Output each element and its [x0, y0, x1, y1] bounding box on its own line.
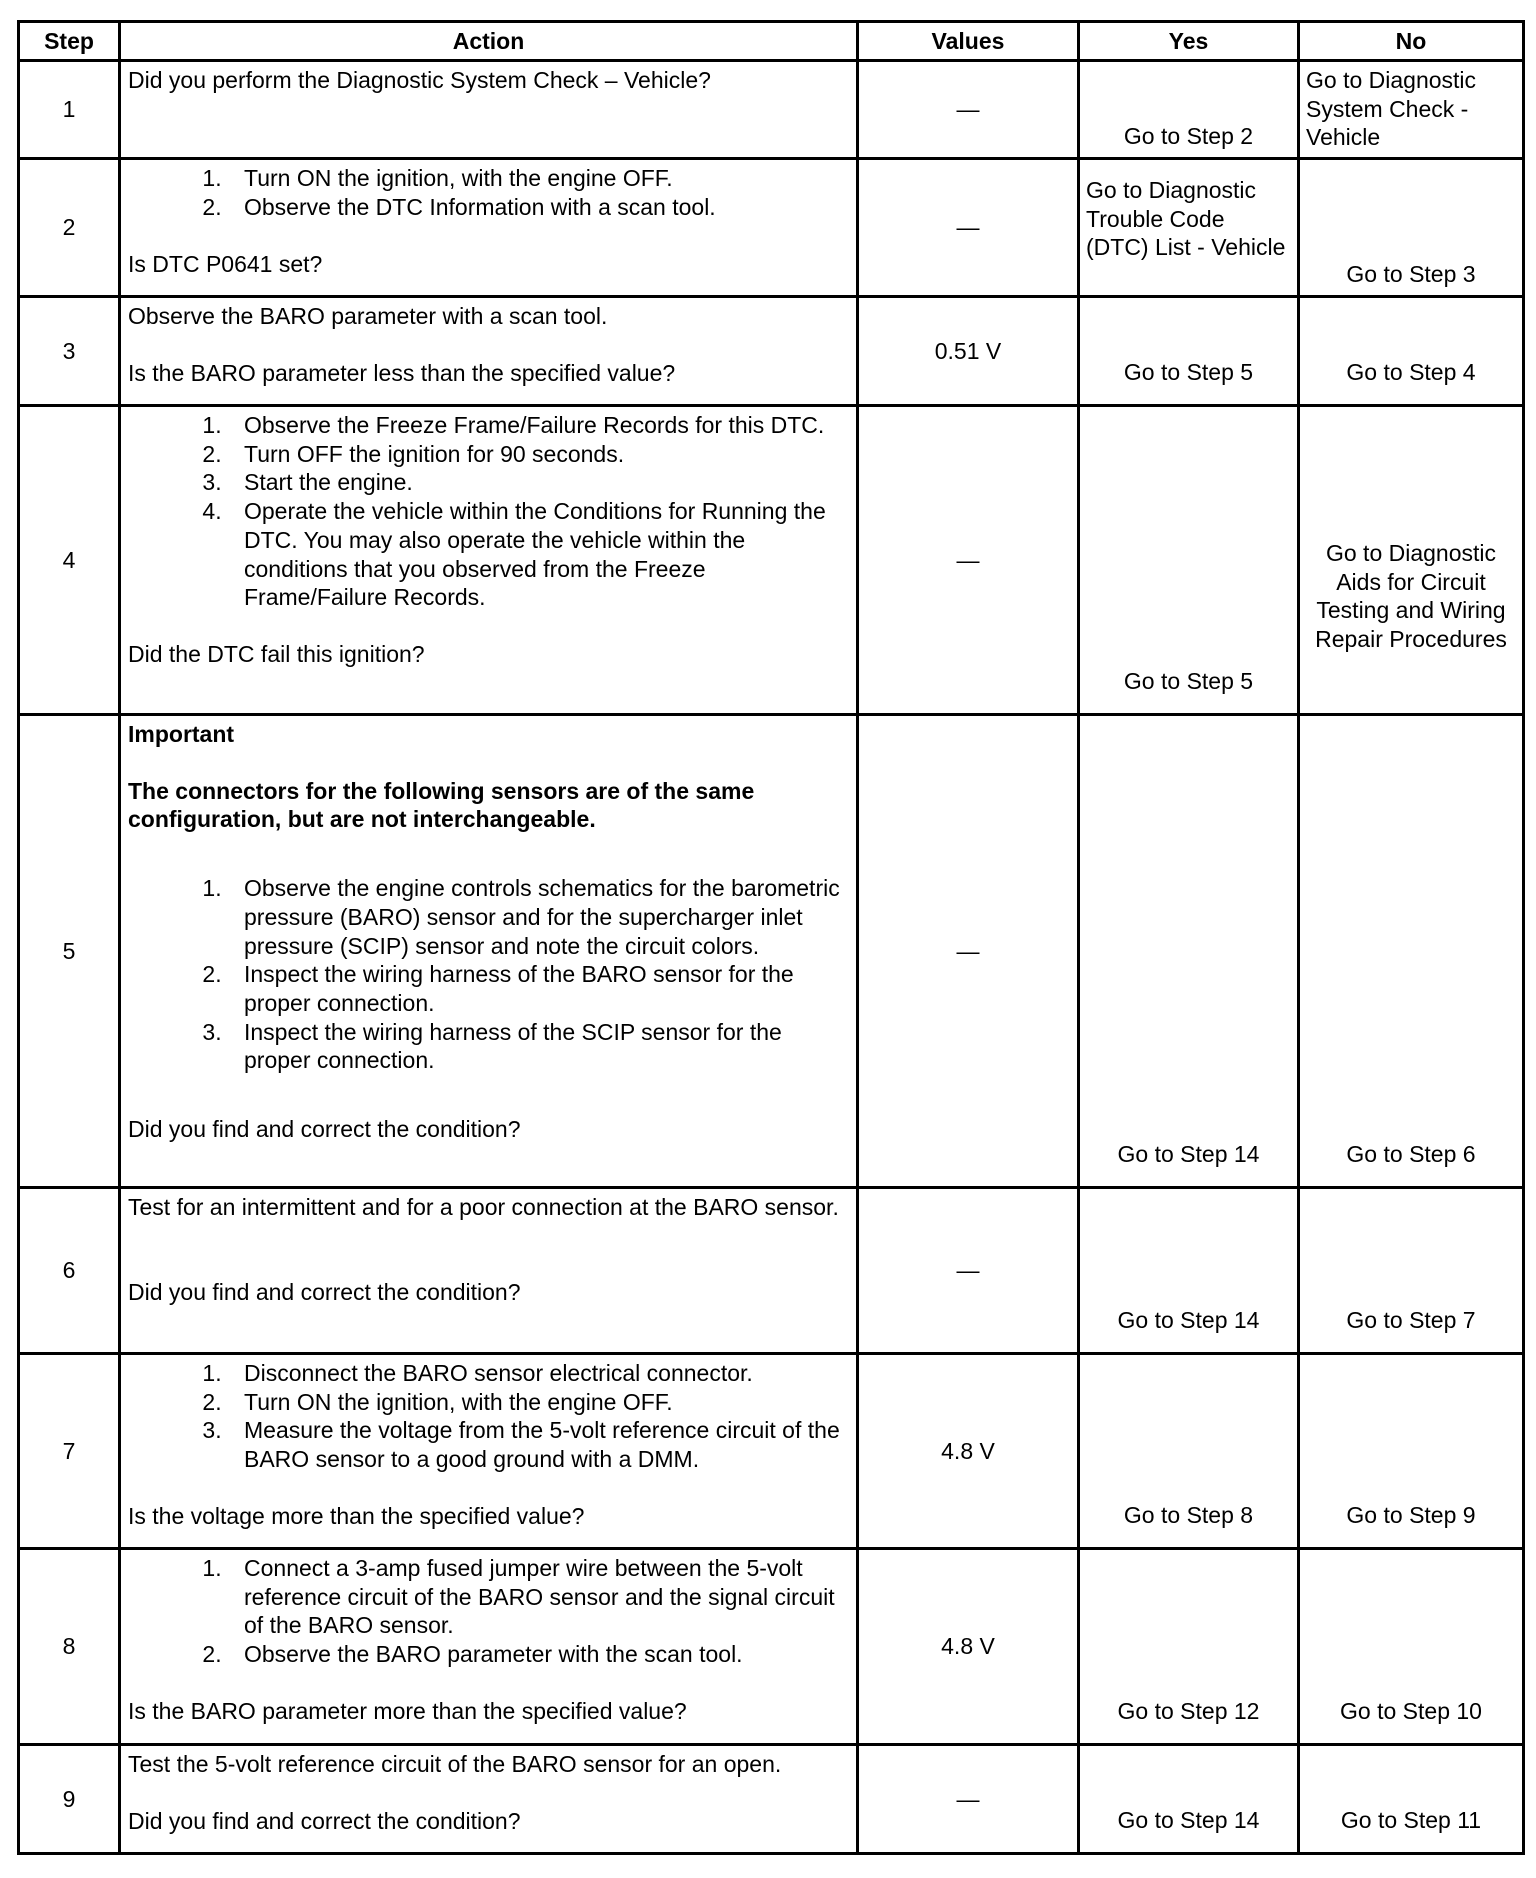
step-number: 2	[19, 159, 120, 297]
yes-link[interactable]: Go to Diagnostic Trouble Code (DTC) List - Vehicle	[1086, 177, 1286, 261]
action-question: Did you find and correct the condition?	[128, 1116, 521, 1143]
action-step-item: 1. Connect a 3-amp fused jumper wire between the 5-volt reference circuit of the BARO sensor and the signal circuit of the BARO sensor.	[228, 1554, 848, 1640]
no-cell	[1299, 406, 1524, 715]
header-step: Step	[19, 22, 120, 61]
important-note: The connectors for the following sensors are of the same configuration, but are not interchangeable.	[128, 777, 755, 833]
action-intro: Test the 5-volt reference circuit of the BARO sensor for an open.	[128, 1751, 782, 1777]
value-cell: —	[858, 1188, 1079, 1354]
action-cell	[120, 159, 858, 297]
value-cell: —	[858, 159, 1079, 297]
action-cell	[120, 297, 858, 406]
yes-link[interactable]: Go to Step 12	[1117, 1698, 1260, 1724]
yes-link[interactable]: Go to Step 14	[1117, 1141, 1260, 1167]
action-cell	[120, 1549, 858, 1745]
value-cell: —	[858, 1745, 1079, 1854]
step-number: 6	[19, 1188, 120, 1354]
action-step-item: 3. Measure the voltage from the 5-volt reference circuit of the BARO sensor to a good ground with a DMM.	[228, 1416, 848, 1473]
action-question: Is the BARO parameter more than the specified value?	[128, 1697, 687, 1724]
action-steps	[128, 411, 848, 612]
action-step-item: 2. Turn ON the ignition, with the engine OFF.	[228, 1388, 848, 1417]
no-cell	[1299, 1354, 1524, 1549]
action-cell	[120, 61, 858, 159]
action-cell	[120, 1354, 858, 1549]
value-cell: 4.8 V	[858, 1354, 1079, 1549]
action-step-item: 3. Inspect the wiring harness of the SCIP sensor for the proper connection.	[228, 1018, 848, 1075]
action-question: Is the BARO parameter less than the specified value?	[128, 359, 676, 386]
table-row-step-5	[19, 715, 1524, 1188]
no-cell	[1299, 297, 1524, 406]
no-link[interactable]: Go to Step 3	[1346, 261, 1476, 287]
action-step-item: 2. Observe the DTC Information with a scan tool.	[228, 193, 848, 222]
action-question: Did you find and correct the condition?	[128, 1807, 521, 1834]
step-number: 5	[19, 715, 120, 1188]
no-cell	[1299, 1188, 1524, 1354]
action-step-item: 2. Inspect the wiring harness of the BARO sensor for the proper connection.	[228, 960, 848, 1017]
action-step-item: 4. Operate the vehicle within the Conditions for Running the DTC. You may also operate the vehicle within the conditions that you observed from the Freeze Frame/Failure Records.	[228, 497, 848, 612]
action-intro: Observe the BARO parameter with a scan tool.	[128, 303, 608, 329]
yes-link[interactable]: Go to Step 5	[1123, 668, 1254, 694]
header-yes: Yes	[1079, 22, 1299, 61]
action-cell	[120, 406, 858, 715]
table-row-step-2	[19, 159, 1524, 297]
table-row-step-3	[19, 297, 1524, 406]
step-number: 9	[19, 1745, 120, 1854]
action-steps	[128, 1554, 848, 1669]
no-link[interactable]: Go to Step 7	[1346, 1307, 1476, 1333]
no-link[interactable]: Go to Step 4	[1346, 359, 1476, 385]
value-cell: —	[858, 715, 1079, 1188]
header-row	[19, 22, 1524, 61]
value-cell: 0.51 V	[858, 297, 1079, 406]
value-cell: 4.8 V	[858, 1549, 1079, 1745]
no-cell	[1299, 159, 1524, 297]
action-question: Is DTC P0641 set?	[128, 251, 323, 278]
yes-link[interactable]: Go to Step 14	[1117, 1307, 1260, 1333]
table-row-step-4	[19, 406, 1524, 715]
yes-cell	[1079, 159, 1299, 297]
action-question: Did you find and correct the condition?	[128, 1278, 521, 1305]
no-link[interactable]: Go to Step 6	[1346, 1141, 1476, 1167]
table-row-step-8	[19, 1549, 1524, 1745]
action-question: Is the voltage more than the specified value?	[128, 1502, 585, 1529]
action-intro: Test for an intermittent and for a poor connection at the BARO sensor.	[128, 1194, 839, 1220]
no-link[interactable]: Go to Step 9	[1346, 1502, 1476, 1528]
action-steps	[128, 874, 848, 1075]
step-number: 1	[19, 61, 120, 159]
action-step-item: 2. Turn OFF the ignition for 90 seconds.	[228, 440, 848, 469]
header-action: Action	[120, 22, 858, 61]
header-values: Values	[858, 22, 1079, 61]
step-number: 3	[19, 297, 120, 406]
value-cell: —	[858, 61, 1079, 159]
yes-cell	[1079, 1354, 1299, 1549]
yes-link[interactable]: Go to Step 5	[1123, 359, 1254, 385]
action-steps	[128, 1359, 848, 1474]
table-row-step-9	[19, 1745, 1524, 1854]
step-number: 4	[19, 406, 120, 715]
no-link[interactable]: Go to Step 11	[1340, 1807, 1482, 1833]
yes-link[interactable]: Go to Step 8	[1123, 1502, 1254, 1528]
action-step-item: 2. Observe the BARO parameter with the scan tool.	[228, 1640, 848, 1669]
action-step-item: 1. Disconnect the BARO sensor electrical connector.	[228, 1359, 848, 1388]
value-cell: —	[858, 406, 1079, 715]
header-no: No	[1299, 22, 1524, 61]
table-row-step-1	[19, 61, 1524, 159]
important-heading: Important	[128, 721, 235, 747]
table-row-step-6	[19, 1188, 1524, 1354]
action-question: Did the DTC fail this ignition?	[128, 640, 425, 667]
action-steps	[128, 164, 848, 221]
action-cell	[120, 715, 858, 1188]
yes-cell	[1079, 1549, 1299, 1745]
yes-cell	[1079, 1188, 1299, 1354]
yes-cell	[1079, 406, 1299, 715]
action-step-item: 1. Observe the engine controls schematics for the barometric pressure (BARO) sensor and for the supercharger inlet pressure (SCIP) sensor and note the circuit colors.	[228, 874, 848, 960]
action-step-item: 1. Turn ON the ignition, with the engine OFF.	[228, 164, 848, 193]
no-cell	[1299, 715, 1524, 1188]
action-step-item: 1. Observe the Freeze Frame/Failure Records for this DTC.	[228, 411, 848, 440]
action-cell	[120, 1745, 858, 1854]
diagnostic-table	[17, 20, 1525, 1855]
action-cell	[120, 1188, 858, 1354]
no-cell	[1299, 1745, 1524, 1854]
yes-cell	[1079, 715, 1299, 1188]
yes-cell	[1079, 61, 1299, 159]
step-number: 7	[19, 1354, 120, 1549]
yes-link[interactable]: Go to Step 14	[1117, 1807, 1260, 1833]
yes-link[interactable]: Go to Step 2	[1123, 123, 1254, 149]
action-intro: Did you perform the Diagnostic System Check – Vehicle?	[128, 67, 711, 93]
no-link[interactable]: Go to Step 10	[1340, 1698, 1482, 1724]
no-cell	[1299, 1549, 1524, 1745]
action-step-item: 3. Start the engine.	[228, 468, 848, 497]
step-number: 8	[19, 1549, 120, 1745]
no-link[interactable]: Go to Diagnostic Aids for Circuit Testing and Wiring Repair Procedures	[1315, 540, 1507, 653]
table-row-step-7	[19, 1354, 1524, 1549]
no-cell	[1299, 61, 1524, 159]
yes-cell	[1079, 297, 1299, 406]
yes-cell	[1079, 1745, 1299, 1854]
no-link[interactable]: Go to Diagnostic System Check - Vehicle	[1306, 67, 1477, 151]
